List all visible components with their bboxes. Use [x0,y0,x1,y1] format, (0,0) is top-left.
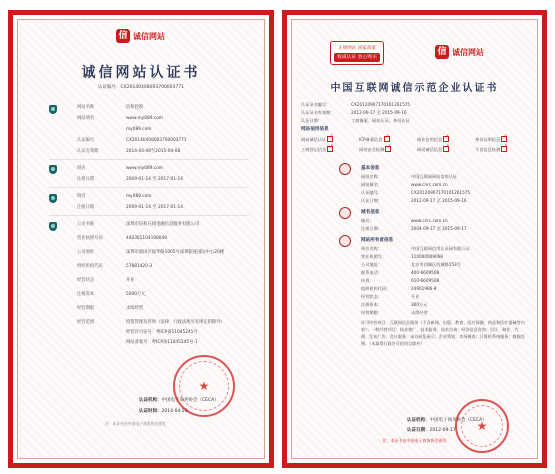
badge-line-2: 权威认证 放心购买 [334,53,380,62]
info-row: 联系电话： 400-6609508 [361,270,440,275]
checkbox-icon [501,136,507,142]
checkbox-icon [327,146,333,152]
divider [49,187,249,188]
info-seal-icon [339,163,351,175]
business-scope-note: 许可经营项目：互联网信息服务（不含新闻、出版、教育、医疗保健、药品和医疗器械等内容）；一般经营项目：技术推广、技术服务、技术咨询；经济信息咨询；设计、制作、代理、发布广告；会议服务；承办展览展示；企业策划；市场调查；计算机系统服务；数据处理。（未取得行政许可的项目除外） [361,320,525,346]
info-seal-icon [339,235,351,247]
shield-icon [49,222,57,231]
checkbox-icon [384,136,390,142]
date-value: 2014-04-23 [161,409,188,414]
section-title: 基本信息 [361,166,380,171]
date-label: 认证日期： [407,428,430,433]
info-row: 注册日期： 2004-09-17 至 2015-09-17 [361,226,467,231]
info-row: 经营状态： 开业 [361,294,420,299]
official-seal: ★ [173,355,235,417]
badge-line-1: 正规网站 国家备案 [338,46,376,51]
check-item: 网站诚信信息 ✓ [417,145,449,153]
brand-logo [116,29,165,43]
certification-date-line [407,427,456,433]
date-label: 认证时间： [139,409,162,414]
info-row: 网站域名： www.cnrc.com.cn [361,182,448,187]
section-title: 网站信用信息 [301,127,329,132]
check-item: 工商登记信息 ✓ [301,145,333,153]
check-item: 身份证明信息 ✓ [475,135,507,143]
info-row: 公司地址： 北京市西城区西城路153号 [361,262,461,267]
checkbox-icon [385,146,391,152]
info-row: 单位名称： 中国互联网信用认证网有限公司 [361,246,470,251]
shield-icon [49,165,57,174]
info-row: 认证证书编号： CX20120907170101261575 [301,102,411,107]
certification-date-line [139,408,188,414]
brand-logo [435,45,484,59]
info-row: 认证日期： 2012-09-17 至 2015-09-16 [361,198,467,203]
checkbox-icon [443,136,449,142]
info-row: 传真： 010-6609508 [361,278,440,283]
brand-mark-icon: 信 [116,29,130,43]
certifier-label: 认证机构： [407,418,430,423]
certifier-line [139,397,219,403]
check-item: 不良信息检测 ✓ [475,145,507,153]
checkbox-icon [501,146,507,152]
trust-badge [330,41,384,65]
integrity-website-certificate: 信 诚信网站 诚信网站认证书 认证编号：CX20140408003700003771 网站名称 信和控股 网站域名 www.my089.com my089.com 认证编号 CX20140408003700003771 认证有效期 2014-04-08至2015-04-08 域名 www.my089.com 注册日期 2009-01-14 至 2017-01-14 域名 my089.com 注册日期 2009-01-14 至 2017-01-14 公司名称 深圳市信和在线金融信息服务有限公司 营业执照号码 440301104108049 公司地址 深圳市福田区福华路1005号深圳银座国际中心20楼 组织机构代码 57881420-3 经营状态 开业 注册资本 5000万元 经营期限 永续经营 经营范围 投资管理及咨询（法律、行政法规另有规定的除外） 经营许可证号：粤ICP备11045245号 网站备案号：粤ICP备11045245号-1 ★ 认证机构：中国电子商务协会（CECA） 认证时间：2014-04-23 注：本证书由中国电子商务协会颁发 [8,10,274,468]
date-value: 2012-09-17 [429,428,456,433]
info-row: 认证编号： CX20120907170101261575 [361,190,471,195]
checkbox-icon [443,146,449,152]
brand-name: 诚信网站 [133,31,165,41]
info-row: 认证证书有效期： 2012-09-17 至 2015-09-16 [301,110,407,115]
info-row: 网站名称： 中国互联网网站信用认证 [361,174,458,179]
certifier-label: 认证机构： [139,398,162,403]
shield-icon [49,194,57,203]
certifier-value: 中国电子商务协会（CECA） [429,418,487,423]
certificate-title: 诚信网站认证书 [81,65,201,81]
cert-number-value: CX20140408003700003771 [120,85,184,90]
certificate-number-line: 认证编号：CX20140408003700003771 [98,85,184,90]
official-seal: ★ [455,399,509,453]
brand-mark-icon: 信 [435,45,449,59]
certificate-title: 中国互联网诚信示范企业认证书 [330,83,499,94]
info-row: 营业执照号： 110000009068 [361,254,443,259]
check-item: 网站安全检测 ✓ [359,145,391,153]
cert-number-label: 认证编号 [98,85,116,90]
divider [49,159,249,160]
divider [49,215,249,216]
info-row: 组织机构代码： 24901986-8 [361,286,437,291]
section-title: 域名信息 [361,210,380,215]
check-item: ICP备案信息 ✓ [359,135,390,143]
section-title: 网站所有者信息 [361,238,394,243]
info-row: 认证日期： 工商备案、网站认证、身份认证 [301,118,410,123]
shield-icon [49,105,57,114]
check-item: 商业信用信息 ✓ [417,135,449,143]
brand-name: 诚信网站 [452,47,484,57]
internet-integrity-enterprise-certificate [282,10,547,468]
certifier-line [407,417,487,423]
info-row: 域名： www.cnrc.com.cn [361,218,448,223]
certifier-value: 中国电子商务协会（CECA） [161,398,219,403]
info-row: 经营期限： 永续经营 [361,310,428,315]
checkbox-icon [327,136,333,142]
info-row: 注册资本： 300万元 [361,302,428,307]
info-seal-icon [339,207,351,219]
footer-note: 注：本证书由中国电子商务协会颁发 [105,421,166,426]
footer-note: 注：本证书由中国电子商务协会颁发 [382,438,447,443]
check-item: 网站诚信认证 ✓ [301,135,333,143]
